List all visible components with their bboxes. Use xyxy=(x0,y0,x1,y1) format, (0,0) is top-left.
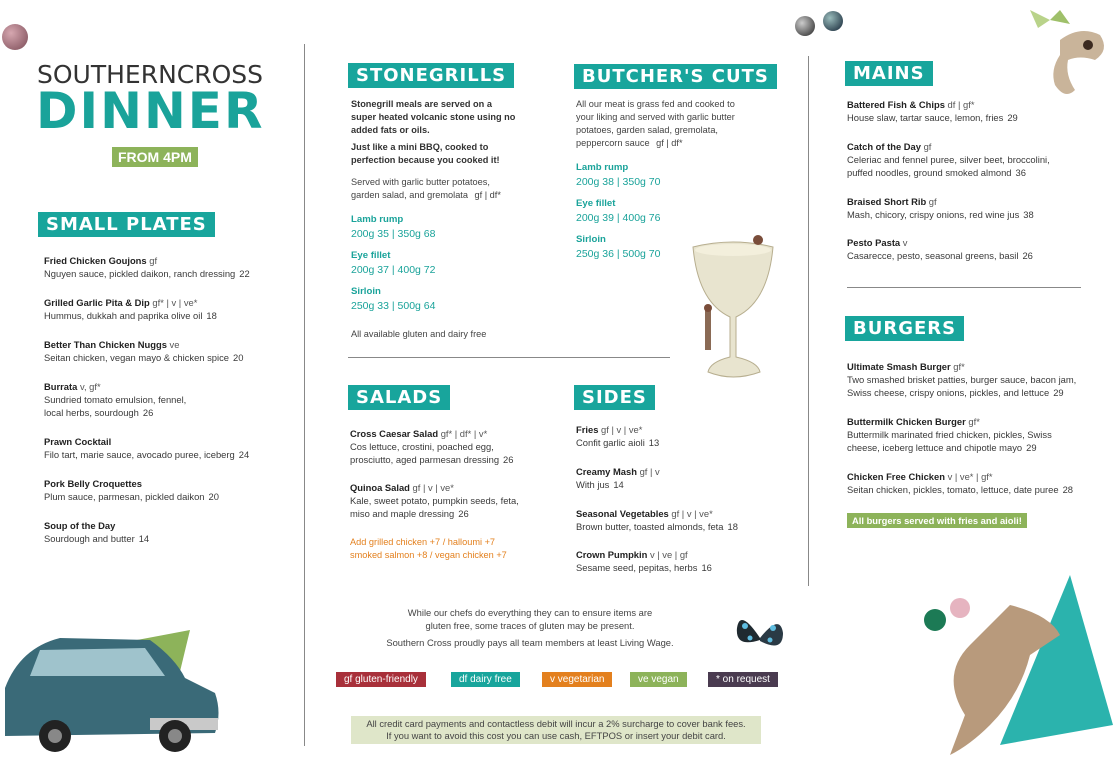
item-desc: Buttermilk marinated fried chicken, pickles, Swiss xyxy=(847,429,1052,440)
item-name: Braised Short Rib xyxy=(847,196,927,207)
menu-item xyxy=(847,360,1076,399)
grill-cut xyxy=(351,248,435,277)
item-name: Buttermilk Chicken Burger xyxy=(847,416,966,427)
item-tags: v | ve* | gf* xyxy=(947,471,993,482)
item-tags: gf | v | ve* xyxy=(671,508,713,519)
item-desc: House slaw, tartar sauce, lemon, fries xyxy=(847,112,1004,123)
item-tags: gf | v xyxy=(639,466,660,477)
column-divider xyxy=(808,56,809,586)
diver-illustration xyxy=(910,575,1113,770)
menu-item xyxy=(847,195,1034,221)
legend-gluten-friendly: gf gluten-friendly xyxy=(336,672,426,687)
cut-name: Lamb rump xyxy=(576,162,629,173)
menu-item xyxy=(576,465,660,491)
item-desc: Sundried tomato emulsion, fennel, xyxy=(44,394,187,405)
item-desc: Seitan chicken, pickles, tomato, lettuce, date puree xyxy=(847,484,1059,495)
item-name: Fries xyxy=(576,424,599,435)
grill-cut xyxy=(351,212,435,241)
addon-line: smoked salmon +8 / vegan chicken +7 xyxy=(350,550,507,560)
menu-item xyxy=(847,98,1018,124)
cut-name: Sirloin xyxy=(576,234,606,245)
item-name: Grilled Garlic Pita & Dip xyxy=(44,297,150,308)
item-price: 16 xyxy=(701,562,712,573)
menu-item xyxy=(576,423,659,449)
item-tags: gf* xyxy=(968,416,980,427)
menu-item xyxy=(44,296,217,322)
menu-item xyxy=(44,254,250,280)
item-name: Prawn Cocktail xyxy=(44,436,112,447)
item-price: 29 xyxy=(1053,387,1064,398)
item-tags: gf* | v | ve* xyxy=(152,297,198,308)
item-desc: Kale, sweet potato, pumpkin seeds, feta, xyxy=(350,495,519,506)
grill-cut xyxy=(351,284,435,313)
item-desc: Filo tart, marie sauce, avocado puree, iceberg xyxy=(44,449,235,460)
cut-name: Sirloin xyxy=(351,286,381,297)
butterfly-illustration xyxy=(735,608,785,668)
item-name: Soup of the Day xyxy=(44,520,116,531)
item-price: 24 xyxy=(238,449,250,460)
menu-item xyxy=(847,140,1050,179)
time-badge: FROM 4PM xyxy=(112,147,198,167)
menu-item xyxy=(44,380,186,419)
intro-line: super heated volcanic stone using no xyxy=(351,112,516,122)
item-price: 18 xyxy=(727,521,738,532)
item-tags: gf xyxy=(149,255,158,266)
item-desc: prosciutto, aged parmesan dressing xyxy=(350,454,500,465)
cut-name: Eye fillet xyxy=(351,250,391,261)
item-price: 28 xyxy=(1062,484,1074,495)
item-price: 29 xyxy=(1007,112,1018,123)
gluten-line: gluten free, some traces of gluten may be present. xyxy=(425,620,635,631)
item-price: 22 xyxy=(239,268,250,279)
item-name: Ultimate Smash Burger xyxy=(847,361,951,372)
menu-item xyxy=(350,427,513,466)
menu-item xyxy=(44,338,243,364)
intro-line: Stonegrill meals are served on a xyxy=(351,99,492,109)
section-divider xyxy=(348,357,670,358)
item-name: Battered Fish & Chips xyxy=(847,99,945,110)
addon-line: Add grilled chicken +7 / halloumi +7 xyxy=(350,537,496,547)
stonegrill-served xyxy=(351,176,501,202)
item-desc: Brown butter, toasted almonds, feta xyxy=(576,521,724,532)
item-desc: With jus xyxy=(576,479,610,490)
item-price: 26 xyxy=(142,407,154,418)
legend-vegetarian: v vegetarian xyxy=(542,672,612,687)
item-tags: gf | v | ve* xyxy=(412,482,454,493)
item-desc: Casarecce, pesto, seasonal greens, basil xyxy=(847,250,1019,261)
item-name: Seasonal Vegetables xyxy=(576,508,669,519)
item-name: Creamy Mash xyxy=(576,466,637,477)
burgers-note: All burgers served with fries and aioli! xyxy=(847,513,1027,528)
legend-on-request: * on request xyxy=(708,672,778,687)
item-name: Cross Caesar Salad xyxy=(350,428,439,439)
cut-prices: 200g 37 | 400g 72 xyxy=(351,264,436,276)
item-tags: v, gf* xyxy=(79,381,101,392)
menu-item xyxy=(44,477,219,503)
section-title-butchers-cuts: BUTCHER'S CUTS xyxy=(574,64,777,89)
intro-line: added fats or oils. xyxy=(351,125,430,135)
surcharge-notice xyxy=(351,716,761,744)
item-price: 14 xyxy=(138,533,150,544)
cut-prices: 250g 36 | 500g 70 xyxy=(576,248,661,260)
sequin-decoration xyxy=(795,16,815,36)
item-desc: Confit garlic aioli xyxy=(576,437,645,448)
item-name: Fried Chicken Goujons xyxy=(44,255,147,266)
living-wage-note: Southern Cross proudly pays all team members at least Living Wage. xyxy=(386,637,674,648)
item-price: 36 xyxy=(1015,167,1026,178)
butcher-cut xyxy=(576,160,660,189)
butcher-cut xyxy=(576,232,660,261)
item-desc: Plum sauce, parmesan, pickled daikon xyxy=(44,491,205,502)
section-title-mains: MAINS xyxy=(845,61,933,86)
item-desc: local herbs, sourdough xyxy=(44,407,139,418)
item-desc: Sourdough and butter xyxy=(44,533,135,544)
surcharge-line: All credit card payments and contactless debit will incur a 2% surcharge to cover bank fees. xyxy=(366,718,746,729)
butcher-cut xyxy=(576,196,660,225)
item-price: 29 xyxy=(1026,442,1037,453)
legend-dairy-free: df dairy free xyxy=(451,672,520,687)
item-desc: Sesame seed, pepitas, herbs xyxy=(576,562,698,573)
item-name: Chicken Free Chicken xyxy=(847,471,945,482)
item-desc: miso and maple dressing xyxy=(350,508,455,519)
bbq-line: perfection because you cooked it! xyxy=(351,155,500,165)
item-price: 26 xyxy=(458,508,469,519)
intro-line: your liking and served with garlic butter xyxy=(576,112,735,122)
item-desc: Celeriac and fennel puree, silver beet, broccolini, xyxy=(847,154,1050,165)
item-desc: Swiss cheese, crispy onions, pickles, and lettuce xyxy=(847,387,1050,398)
brand-name: SOUTHERNCROSS xyxy=(37,60,264,89)
vintage-car-illustration xyxy=(0,618,225,768)
item-desc: cheese, iceberg lettuce and chipotle mayo xyxy=(847,442,1023,453)
item-price: 18 xyxy=(206,310,217,321)
item-price: 26 xyxy=(503,454,514,465)
item-desc: Nguyen sauce, pickled daikon, ranch dressing xyxy=(44,268,236,279)
menu-item xyxy=(847,470,1073,496)
menu-item xyxy=(576,507,738,533)
item-tags: v xyxy=(902,237,908,248)
item-price: 20 xyxy=(208,491,219,502)
intro-tags: gf | df* xyxy=(656,138,683,148)
item-desc: Seitan chicken, vegan mayo & chicken spice xyxy=(44,352,229,363)
item-price: 26 xyxy=(1022,250,1033,261)
menu-item xyxy=(350,481,519,520)
moth-illustration xyxy=(1020,0,1113,105)
item-price: 38 xyxy=(1023,209,1034,220)
stonegrill-bbq xyxy=(351,141,500,167)
cocktail-glass-illustration xyxy=(688,232,778,382)
column-divider xyxy=(304,44,305,746)
section-title-small-plates: SMALL PLATES xyxy=(38,212,215,237)
item-tags: gf* xyxy=(953,361,965,372)
menu-item xyxy=(576,548,712,574)
menu-item xyxy=(847,236,1033,262)
item-desc: Cos lettuce, crostini, poached egg, xyxy=(350,441,494,452)
surcharge-line: If you want to avoid this cost you can use cash, EFTPOS or insert your debit card. xyxy=(386,730,726,741)
served-line: garden salad, and gremolata xyxy=(351,190,468,200)
section-title-sides: SIDES xyxy=(574,385,655,410)
item-tags: ve xyxy=(169,339,180,350)
served-line: Served with garlic butter potatoes, xyxy=(351,177,490,187)
page-title: DINNER xyxy=(36,82,265,140)
item-desc: Mash, chicory, crispy onions, red wine jus xyxy=(847,209,1020,220)
item-desc: puffed noodles, ground smoked almond xyxy=(847,167,1012,178)
item-tags: gf xyxy=(928,196,937,207)
cut-prices: 200g 39 | 400g 76 xyxy=(576,212,661,224)
butchers-intro xyxy=(576,98,735,150)
bbq-line: Just like a mini BBQ, cooked to xyxy=(351,142,489,152)
served-tags: gf | df* xyxy=(474,190,501,200)
item-name: Pork Belly Croquettes xyxy=(44,478,142,489)
section-title-salads: SALADS xyxy=(348,385,450,410)
intro-line: All our meat is grass fed and cooked to xyxy=(576,99,735,109)
section-divider xyxy=(847,287,1081,288)
menu-item xyxy=(847,415,1052,454)
gluten-disclaimer xyxy=(330,606,730,632)
stonegrill-intro xyxy=(351,98,515,137)
item-desc: Two smashed brisket patties, burger sauce, bacon jam, xyxy=(847,374,1077,385)
item-tags: gf | v | ve* xyxy=(601,424,643,435)
item-name: Better Than Chicken Nuggs xyxy=(44,339,167,350)
item-desc: Hummus, dukkah and paprika olive oil xyxy=(44,310,203,321)
item-tags: gf xyxy=(923,141,932,152)
item-tags: df | gf* xyxy=(947,99,975,110)
item-price: 20 xyxy=(233,352,244,363)
item-price: 13 xyxy=(648,437,660,448)
item-name: Pesto Pasta xyxy=(847,237,901,248)
item-price: 14 xyxy=(613,479,624,490)
section-title-stonegrills: STONEGRILLS xyxy=(348,63,514,88)
item-name: Quinoa Salad xyxy=(350,482,410,493)
cut-name: Eye fillet xyxy=(576,198,616,209)
item-name: Catch of the Day xyxy=(847,141,921,152)
cut-prices: 250g 33 | 500g 64 xyxy=(351,300,436,312)
stonegrill-footer: All available gluten and dairy free xyxy=(351,329,487,339)
menu-item xyxy=(44,519,149,545)
salad-addons xyxy=(350,536,507,562)
item-name: Burrata xyxy=(44,381,78,392)
intro-line: peppercorn sauce xyxy=(576,138,650,148)
intro-line: potatoes, garden salad, gremolata, xyxy=(576,125,718,135)
cut-prices: 200g 38 | 350g 70 xyxy=(576,176,661,188)
cut-name: Lamb rump xyxy=(351,214,404,225)
item-name: Crown Pumpkin xyxy=(576,549,648,560)
sequin-decoration xyxy=(2,24,28,50)
sequin-decoration xyxy=(823,11,843,31)
gluten-line: While our chefs do everything they can to ensure items are xyxy=(407,607,653,618)
cut-prices: 200g 35 | 350g 68 xyxy=(351,228,436,240)
item-tags: v | ve | gf xyxy=(649,549,688,560)
menu-item xyxy=(44,435,249,461)
item-tags: gf* | df* | v* xyxy=(440,428,488,439)
legend-vegan: ve vegan xyxy=(630,672,687,687)
section-title-burgers: BURGERS xyxy=(845,316,964,341)
